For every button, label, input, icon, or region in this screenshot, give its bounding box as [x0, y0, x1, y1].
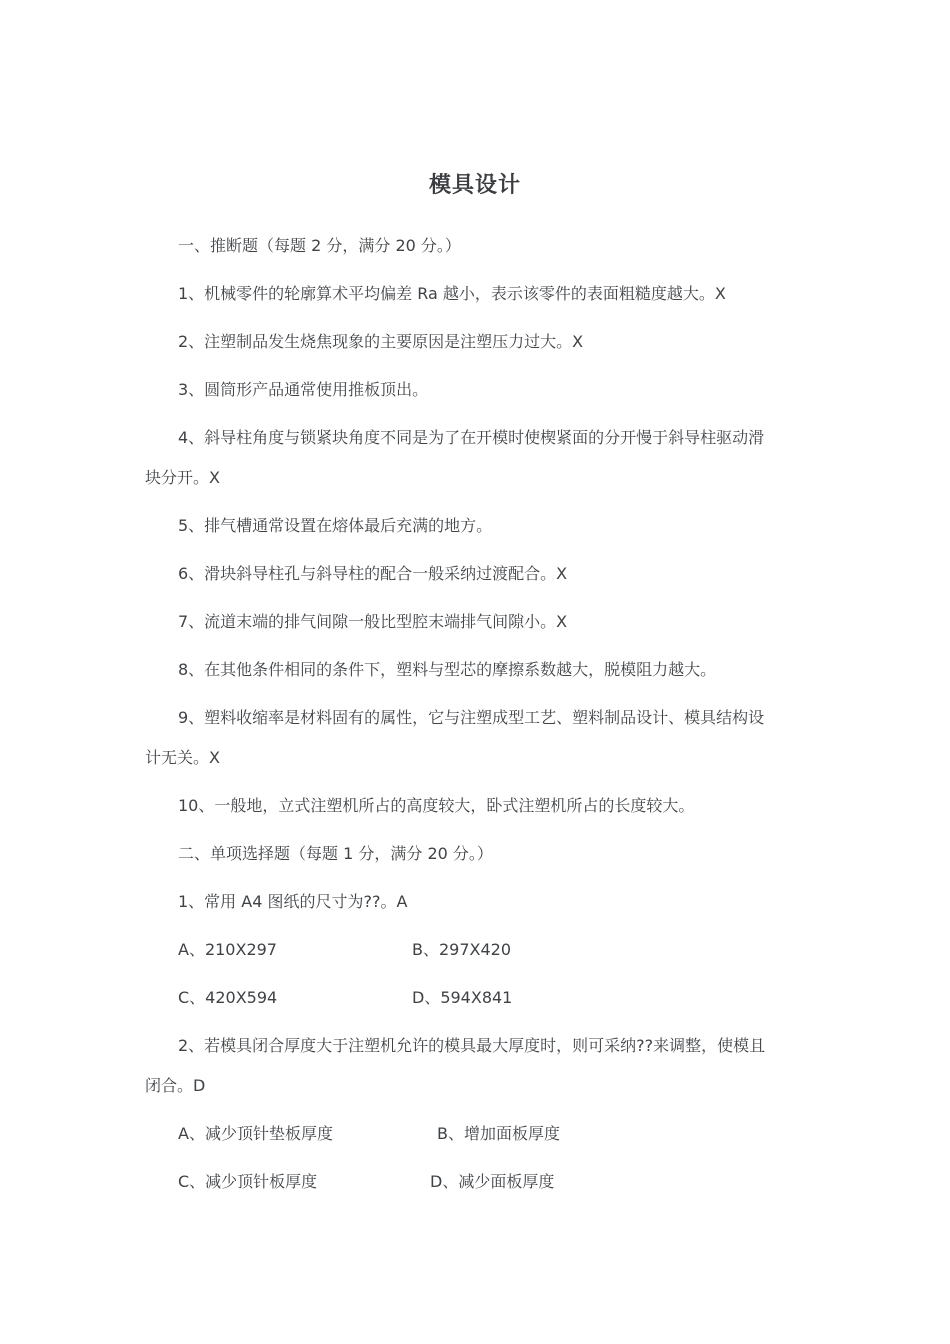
option-2-2-b: B、增加面板厚度: [437, 1124, 560, 1143]
option-2-2-a: A、减少顶针垫板厚度: [178, 1124, 333, 1143]
option-2-1-d: D、594X841: [412, 988, 513, 1007]
question-1-10: 10、一般地，立式注塑机所占的高度较大，卧式注塑机所占的长度较大。: [178, 796, 695, 815]
section2-heading: 二、单项选择题（每题 1 分，满分 20 分。）: [178, 844, 493, 863]
question-1-4-line1: 4、斜导柱角度与锁紧块角度不同是为了在开模时使楔紧面的分开慢于斜导柱驱动滑: [178, 428, 765, 447]
question-2-1: 1、常用 A4 图纸的尺寸为??。A: [178, 892, 408, 911]
option-2-1-c: C、420X594: [178, 988, 278, 1007]
option-2-1-b: B、297X420: [412, 940, 512, 959]
option-2-2-d: D、减少面板厚度: [430, 1172, 555, 1191]
question-1-8: 8、在其他条件相同的条件下，塑料与型芯的摩擦系数越大，脱模阻力越大。: [178, 660, 717, 679]
question-2-2-line1: 2、若模具闭合厚度大于注塑机允许的模具最大厚度时，则可采纳??来调整，使模且: [178, 1036, 766, 1055]
question-1-5: 5、排气槽通常设置在熔体最后充满的地方。: [178, 516, 493, 535]
page-title: 模具设计: [428, 173, 521, 198]
question-1-4-line2: 块分开。X: [145, 468, 220, 487]
question-1-2: 2、注塑制品发生烧焦现象的主要原因是注塑压力过大。X: [178, 332, 584, 351]
question-2-2-line2: 闭合。D: [145, 1076, 206, 1095]
option-2-1-a: A、210X297: [178, 940, 277, 959]
question-1-9-line2: 计无关。X: [145, 748, 220, 767]
question-1-7: 7、流道末端的排气间隙一般比型腔末端排气间隙小。X: [178, 612, 568, 631]
question-1-6: 6、滑块斜导柱孔与斜导柱的配合一般采纳过渡配合。X: [178, 564, 568, 583]
question-1-3: 3、圆筒形产品通常使用推板顶出。: [178, 380, 429, 399]
question-1-1: 1、机械零件的轮廓算术平均偏差 Ra 越小，表示该零件的表面粗糙度越大。X: [178, 284, 726, 303]
option-2-2-c: C、减少顶针板厚度: [178, 1172, 318, 1191]
question-1-9-line1: 9、塑料收缩率是材料固有的属性，它与注塑成型工艺、塑料制品设计、模具结构设: [178, 708, 765, 727]
section1-heading: 一、推断题（每题 2 分，满分 20 分。）: [178, 236, 461, 255]
